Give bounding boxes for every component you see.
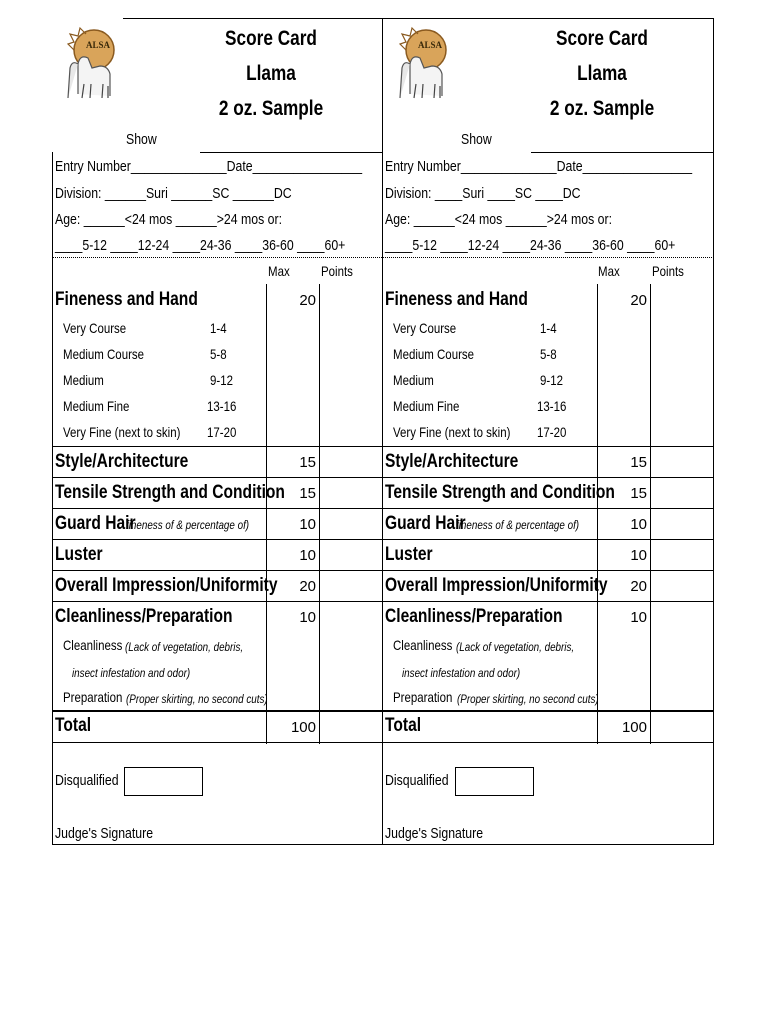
grade-name: Medium Course	[393, 346, 475, 362]
disqualified-checkbox[interactable]	[455, 767, 534, 796]
cleanliness-prep-label: Cleanliness/Preparation	[55, 606, 233, 627]
style-max: 15	[630, 454, 647, 471]
grade-name: Medium	[63, 372, 104, 388]
cleanliness-prep-max: 10	[630, 609, 647, 626]
luster-label: Luster	[55, 544, 103, 565]
tensile-max: 15	[630, 485, 647, 502]
total-top-line	[383, 710, 713, 712]
col-max-right	[597, 284, 598, 744]
grade-range: 5-8	[210, 346, 227, 362]
total-label: Total	[55, 715, 92, 736]
guard-hair-max: 10	[630, 516, 647, 533]
grade-range: 1-4	[540, 320, 557, 336]
points-header: Points	[652, 263, 684, 279]
max-header: Max	[268, 263, 290, 279]
col-max-left	[266, 284, 267, 744]
max-header: Max	[598, 263, 620, 279]
grade-range: 9-12	[210, 372, 233, 388]
guard-hair-label: Guard Hair	[55, 513, 136, 534]
row-divider	[52, 508, 382, 509]
bottom-border	[52, 844, 714, 845]
header-divider	[52, 256, 714, 258]
fineness-max: 20	[299, 292, 316, 309]
grade-range: 17-20	[537, 424, 567, 440]
judge-signature-label[interactable]: Judge's Signature	[385, 825, 484, 842]
judge-signature-label[interactable]: Judge's Signature	[55, 825, 154, 842]
cleanliness-label: Cleanliness	[393, 637, 453, 653]
card-divider	[382, 18, 383, 845]
division-line[interactable]: Division: ______Suri ______SC ______DC	[55, 185, 292, 202]
row-divider	[383, 477, 713, 478]
tensile-label: Tensile Strength and Condition	[55, 482, 285, 503]
col-points-right	[650, 284, 651, 744]
card-title: Score Card	[556, 27, 648, 50]
row-divider	[52, 539, 382, 540]
guard-hair-max: 10	[299, 516, 316, 533]
grade-range: 5-8	[540, 346, 557, 362]
age-range-line[interactable]: ____5-12 ____12-24 ____24-36 ____36-60 ____60+	[55, 237, 346, 254]
style-label: Style/Architecture	[385, 451, 519, 472]
row-divider	[383, 539, 713, 540]
tensile-max: 15	[299, 485, 316, 502]
total-top-line	[52, 710, 382, 712]
age-line[interactable]: Age: ______<24 mos ______>24 mos or:	[385, 211, 613, 228]
show-label: Show	[126, 131, 157, 148]
show-field-line[interactable]	[200, 152, 382, 153]
age-line[interactable]: Age: ______<24 mos ______>24 mos or:	[55, 211, 283, 228]
row-divider	[383, 446, 713, 447]
cleanliness-label: Cleanliness	[63, 637, 123, 653]
cleanliness-note-2: insect infestation and odor)	[72, 666, 191, 680]
grade-name: Medium	[393, 372, 434, 388]
row-divider	[52, 477, 382, 478]
age-range-line[interactable]: ____5-12 ____12-24 ____24-36 ____36-60 ____60+	[385, 237, 676, 254]
points-header: Points	[321, 263, 353, 279]
guard-hair-label: Guard Hair	[385, 513, 466, 534]
cleanliness-prep-label: Cleanliness/Preparation	[385, 606, 563, 627]
row-divider	[383, 570, 713, 571]
card-animal: Llama	[246, 62, 296, 85]
row-divider	[383, 601, 713, 602]
style-label: Style/Architecture	[55, 451, 189, 472]
guard-hair-note: fineness of & percentage of)	[126, 518, 250, 532]
disqualified-label: Disqualified	[55, 772, 119, 789]
col-points-left	[319, 284, 320, 744]
style-max: 15	[299, 454, 316, 471]
luster-max: 10	[299, 547, 316, 564]
grade-name: Medium Fine	[63, 398, 130, 414]
guard-hair-note: fineness of & percentage of)	[456, 518, 580, 532]
row-divider	[52, 570, 382, 571]
alsa-logo	[390, 24, 454, 104]
alsa-logo	[58, 24, 122, 104]
division-line[interactable]: Division: ____Suri ____SC ____DC	[385, 185, 581, 202]
svg-text:ALSA: ALSA	[86, 40, 111, 50]
disqualified-checkbox[interactable]	[124, 767, 203, 796]
preparation-label: Preparation	[393, 689, 453, 705]
grade-range: 13-16	[207, 398, 237, 414]
svg-text:ALSA: ALSA	[418, 40, 443, 50]
grade-name: Very Fine (next to skin)	[63, 424, 181, 440]
grade-name: Medium Course	[63, 346, 145, 362]
preparation-note: (Proper skirting, no second cuts)	[126, 692, 268, 706]
grade-name: Very Course	[393, 320, 457, 336]
tensile-label: Tensile Strength and Condition	[385, 482, 615, 503]
fineness-label: Fineness and Hand	[385, 289, 528, 310]
luster-max: 10	[630, 547, 647, 564]
cleanliness-note: (Lack of vegetation, debris,	[456, 640, 575, 654]
fineness-label: Fineness and Hand	[55, 289, 198, 310]
entry-number-line[interactable]: Entry Number______________Date________________	[385, 158, 693, 175]
preparation-label: Preparation	[63, 689, 123, 705]
grade-name: Very Fine (next to skin)	[393, 424, 511, 440]
overall-label: Overall Impression/Uniformity	[385, 575, 608, 596]
row-divider	[52, 601, 382, 602]
total-max: 100	[290, 719, 316, 736]
overall-max: 20	[299, 578, 316, 595]
grade-range: 1-4	[210, 320, 227, 336]
grade-range: 13-16	[537, 398, 567, 414]
cleanliness-note: (Lack of vegetation, debris,	[125, 640, 244, 654]
card-animal: Llama	[577, 62, 627, 85]
grade-range: 9-12	[540, 372, 563, 388]
total-label: Total	[385, 715, 422, 736]
grade-name: Very Course	[63, 320, 127, 336]
card-sample: 2 oz. Sample	[218, 97, 324, 120]
cleanliness-prep-max: 10	[299, 609, 316, 626]
total-bottom-line	[383, 742, 713, 743]
cleanliness-note-2: insect infestation and odor)	[402, 666, 521, 680]
disqualified-label: Disqualified	[385, 772, 449, 789]
card-sample: 2 oz. Sample	[549, 97, 655, 120]
preparation-note: (Proper skirting, no second cuts)	[457, 692, 599, 706]
right-border	[713, 18, 714, 845]
entry-number-line[interactable]: Entry Number______________Date________________	[55, 158, 363, 175]
row-divider	[52, 446, 382, 447]
row-divider	[383, 508, 713, 509]
top-border	[123, 18, 714, 19]
grade-name: Medium Fine	[393, 398, 460, 414]
show-field-line[interactable]	[531, 152, 713, 153]
total-bottom-line	[52, 742, 382, 743]
luster-label: Luster	[385, 544, 433, 565]
show-label: Show	[461, 131, 492, 148]
total-max: 100	[621, 719, 647, 736]
grade-range: 17-20	[207, 424, 237, 440]
fineness-max: 20	[630, 292, 647, 309]
card-title: Score Card	[225, 27, 317, 50]
overall-max: 20	[630, 578, 647, 595]
overall-label: Overall Impression/Uniformity	[55, 575, 278, 596]
